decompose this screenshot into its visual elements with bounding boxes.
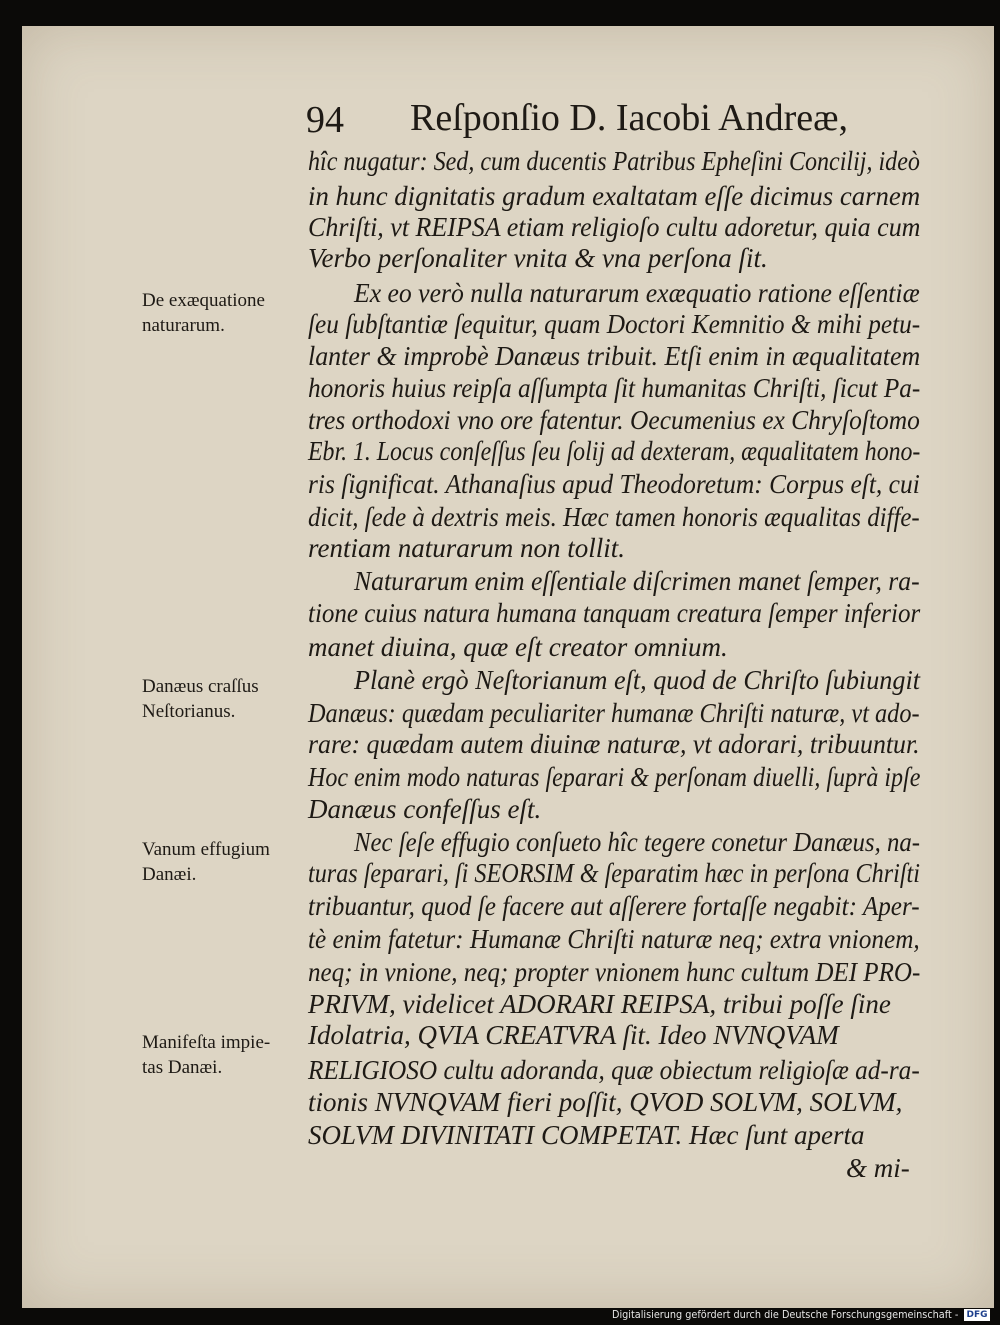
body-line: RELIGIOSO cultu adoranda, quæ obiectum religioſæ ad-ra- — [308, 1055, 920, 1085]
margin-note — [142, 1030, 270, 1080]
margin-note-line: De exæquatione — [142, 290, 265, 311]
body-line: Nec ſeſe effugio conſueto hîc tegere conetur Danæus, na- — [354, 827, 921, 857]
body-line: turas ſeparari, ſi SEORSIM & ſeparatim hæc in perſona Chriſti — [308, 858, 920, 888]
body-line: rentiam naturarum non tollit. — [308, 533, 626, 563]
body-line: tionis NVNQVAM fieri poſſit, QVOD SOLVM, SOLVM, — [308, 1087, 903, 1117]
dfg-logo: DFG — [964, 1309, 990, 1321]
margin-note-line: Neſtorianus. — [142, 701, 236, 722]
body-line: Planè ergò Neſtorianum eſt, quod de Chriſto ſubiungit — [354, 665, 920, 695]
body-line: ſeu ſubſtantiæ ſequitur, quam Doctori Kemnitio & mihi petu- — [308, 309, 921, 339]
page-number: 94 — [306, 99, 344, 141]
body-line: Ebr. 1. Locus conſeſſus ſeu ſolij ad dexteram, æqualitatem hono- — [308, 436, 921, 466]
body-line: manet diuina, quæ eſt creator omnium. — [308, 632, 728, 662]
body-line: honoris huius reipſa aſſumpta ſit humanitas Chriſti, ſicut Pa- — [308, 373, 921, 403]
body-line: neq; in vnione, neq; propter vnionem hunc cultum DEI PRO- — [308, 957, 921, 987]
body-line: tres orthodoxi vno ore fatentur. Oecumenius ex Chryſoſtomo — [308, 405, 920, 435]
margin-note — [142, 288, 265, 338]
margin-note-line: naturarum. — [142, 315, 225, 336]
body-line: Danæus: quædam peculiariter humanæ Chriſti naturæ, vt ado- — [308, 698, 920, 728]
body-line: Ex eo verò nulla naturarum exæquatio ratione eſſentiæ — [354, 278, 920, 308]
body-line: tribuantur, quod ſe facere aut aſſerere fortaſſe negabit: Aper- — [308, 891, 920, 921]
body-line: Danæus confeſſus eſt. — [308, 794, 542, 824]
margin-note-line: tas Danæi. — [142, 1057, 223, 1078]
body-line: Verbo perſonaliter vnita & vna perſona ſit. — [308, 243, 768, 273]
body-line: in hunc dignitatis gradum exaltatam eſſe dicimus carnem — [308, 181, 921, 211]
body-line: & mi- — [846, 1153, 910, 1183]
body-line: Naturarum enim eſſentiale diſcrimen manet ſemper, ra- — [354, 566, 920, 596]
body-line: tione cuius natura humana tanquam creatura ſemper inferior — [308, 598, 921, 628]
body-line: Idolatria, QVIA CREATVRA ſit. Ideo NVNQVAM — [308, 1020, 839, 1050]
digitization-credit: Digitalisierung gefördert durch die Deutsche Forschungsgemeinschaft - — [612, 1308, 959, 1321]
body-line: Hoc enim modo naturas ſeparari & perſonam diuelli, ſuprà ipſe — [308, 762, 921, 792]
margin-note — [142, 837, 270, 887]
margin-note-line: Manifeſta impie- — [142, 1032, 271, 1053]
body-line: hîc nugatur: Sed, cum ducentis Patribus Epheſini Concilij, ideò — [308, 146, 920, 176]
body-line: lanter & improbè Danæus tribuit. Etſi enim in æqualitatem — [308, 341, 921, 371]
body-line: PRIVM, videlicet ADORARI REIPSA, tribui poſſe ſine — [308, 989, 891, 1019]
body-line: Chriſti, vt REIPSA etiam religioſo cultu adoretur, quia cum — [308, 212, 921, 242]
body-line: SOLVM DIVINITATI COMPETAT. Hæc ſunt aperta — [308, 1120, 865, 1150]
body-line: dicit, ſede à dextris meis. Hæc tamen honoris æqualitas diffe- — [308, 502, 920, 532]
body-line: rare: quædam autem diuinæ naturæ, vt adorari, tribuuntur. — [308, 729, 920, 759]
body-line: ris ſignificat. Athanaſius apud Theodoretum: Corpus eſt, cui — [308, 469, 920, 499]
margin-note-line: Danæus craſſus — [142, 676, 259, 697]
margin-note-line: Vanum effugium — [142, 839, 270, 860]
margin-note-line: Danæi. — [142, 864, 197, 885]
running-head: Reſponſio D. Iacobi Andreæ, — [410, 97, 848, 139]
body-line: tè enim fatetur: Humanæ Chriſti naturæ neq; extra vnionem, — [308, 924, 920, 954]
margin-note — [142, 674, 259, 724]
